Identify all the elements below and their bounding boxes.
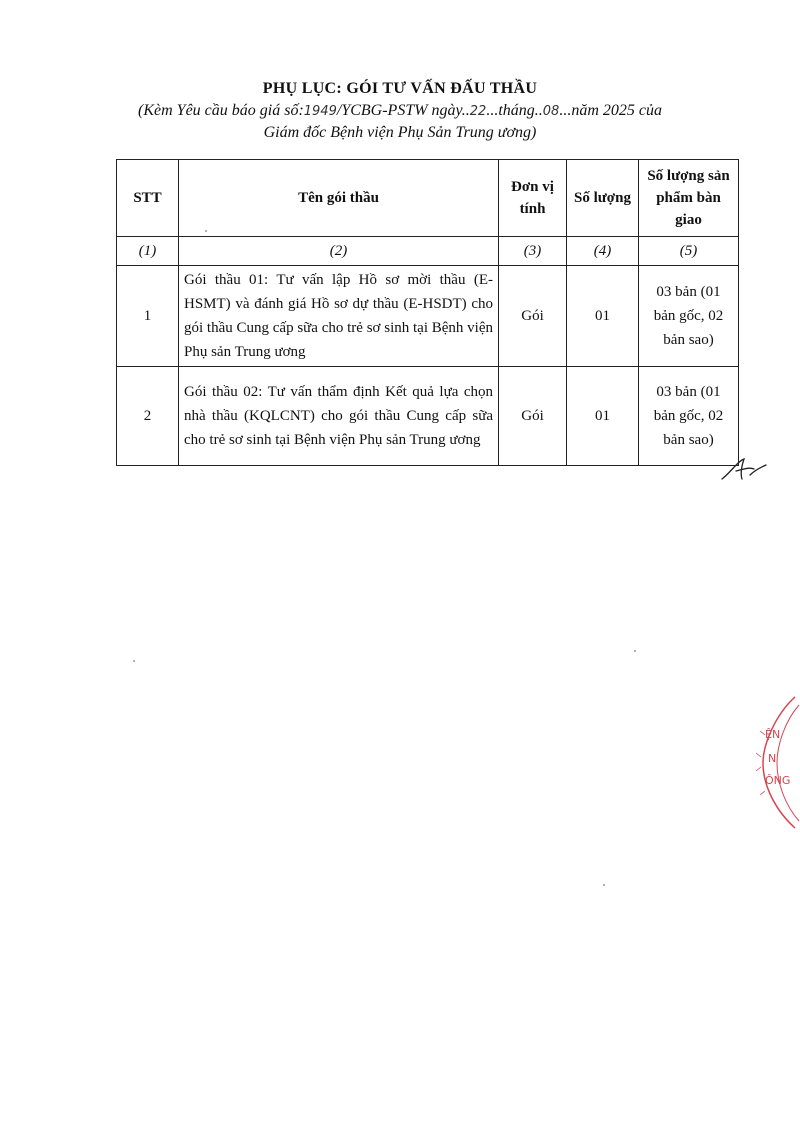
- table-header-row: [117, 160, 739, 237]
- subtitle-suffix: ...năm 2025 của: [559, 102, 662, 119]
- subtitle-line-2: Giám đốc Bệnh viện Phụ Sản Trung ương): [263, 124, 537, 141]
- header-stt: STT: [117, 160, 179, 237]
- bid-packages-table: [116, 159, 739, 466]
- quantity-cell: 01: [567, 367, 639, 466]
- stamp-text-fragment: ÔNG: [765, 774, 791, 787]
- red-stamp-edge: [755, 695, 800, 830]
- index-cell: (2): [179, 237, 499, 266]
- month-handwritten: 08: [542, 104, 560, 119]
- scan-speck: [205, 230, 207, 232]
- deliverable-cell: 03 bản (01 bản gốc, 02 bản sao): [639, 266, 739, 367]
- header-quantity: Số lượng: [567, 160, 639, 237]
- index-cell: (4): [567, 237, 639, 266]
- scan-speck: [603, 884, 605, 886]
- header-deliverable: Số lượng sản phẩm bàn giao: [639, 160, 739, 237]
- table-row: [117, 367, 739, 466]
- quantity-cell: 01: [567, 266, 639, 367]
- signature-mark: [720, 455, 770, 485]
- stt-cell: 1: [117, 266, 179, 367]
- page-title: PHỤ LỤC: GÓI TƯ VẤN ĐẤU THẦU: [262, 80, 538, 97]
- index-cell: (3): [499, 237, 567, 266]
- subtitle-mid-1: /YCBG-PSTW ngày..: [336, 102, 470, 119]
- table-index-row: [117, 237, 739, 266]
- index-cell: (5): [639, 237, 739, 266]
- header-package-name: Tên gói thầu: [179, 160, 499, 237]
- subtitle-mid-2: ...tháng..: [486, 102, 543, 119]
- stt-cell: 2: [117, 367, 179, 466]
- scan-speck: [133, 660, 135, 662]
- package-name-cell: Gói thầu 01: Tư vấn lập Hồ sơ mời thầu (E-HSMT) và đánh giá Hồ sơ dự thầu (E-HSDT) cho gói thầu Cung cấp sữa cho trẻ sơ sinh tại Bệnh viện Phụ sản Trung ương: [179, 266, 499, 367]
- unit-cell: Gói: [499, 367, 567, 466]
- day-handwritten: 22: [469, 104, 487, 119]
- package-name-cell: Gói thầu 02: Tư vấn thẩm định Kết quả lựa chọn nhà thầu (KQLCNT) cho gói thầu Cung cấp sữa cho trẻ sơ sinh tại Bệnh viện Phụ sản Trung ương: [179, 367, 499, 466]
- header-unit: Đơn vị tính: [499, 160, 567, 237]
- scan-speck: [634, 650, 636, 652]
- stamp-text-fragment: N: [768, 752, 777, 765]
- subtitle-line-1: [0, 102, 800, 120]
- index-cell: (1): [117, 237, 179, 266]
- subtitle-prefix: (Kèm Yêu cầu báo giá số:: [138, 102, 304, 119]
- stamp-text-fragment: ỆN: [765, 728, 781, 741]
- doc-number-handwritten: 1949: [303, 104, 337, 119]
- table-row: [117, 266, 739, 367]
- deliverable-cell: 03 bản (01 bản gốc, 02 bản sao): [639, 367, 739, 466]
- unit-cell: Gói: [499, 266, 567, 367]
